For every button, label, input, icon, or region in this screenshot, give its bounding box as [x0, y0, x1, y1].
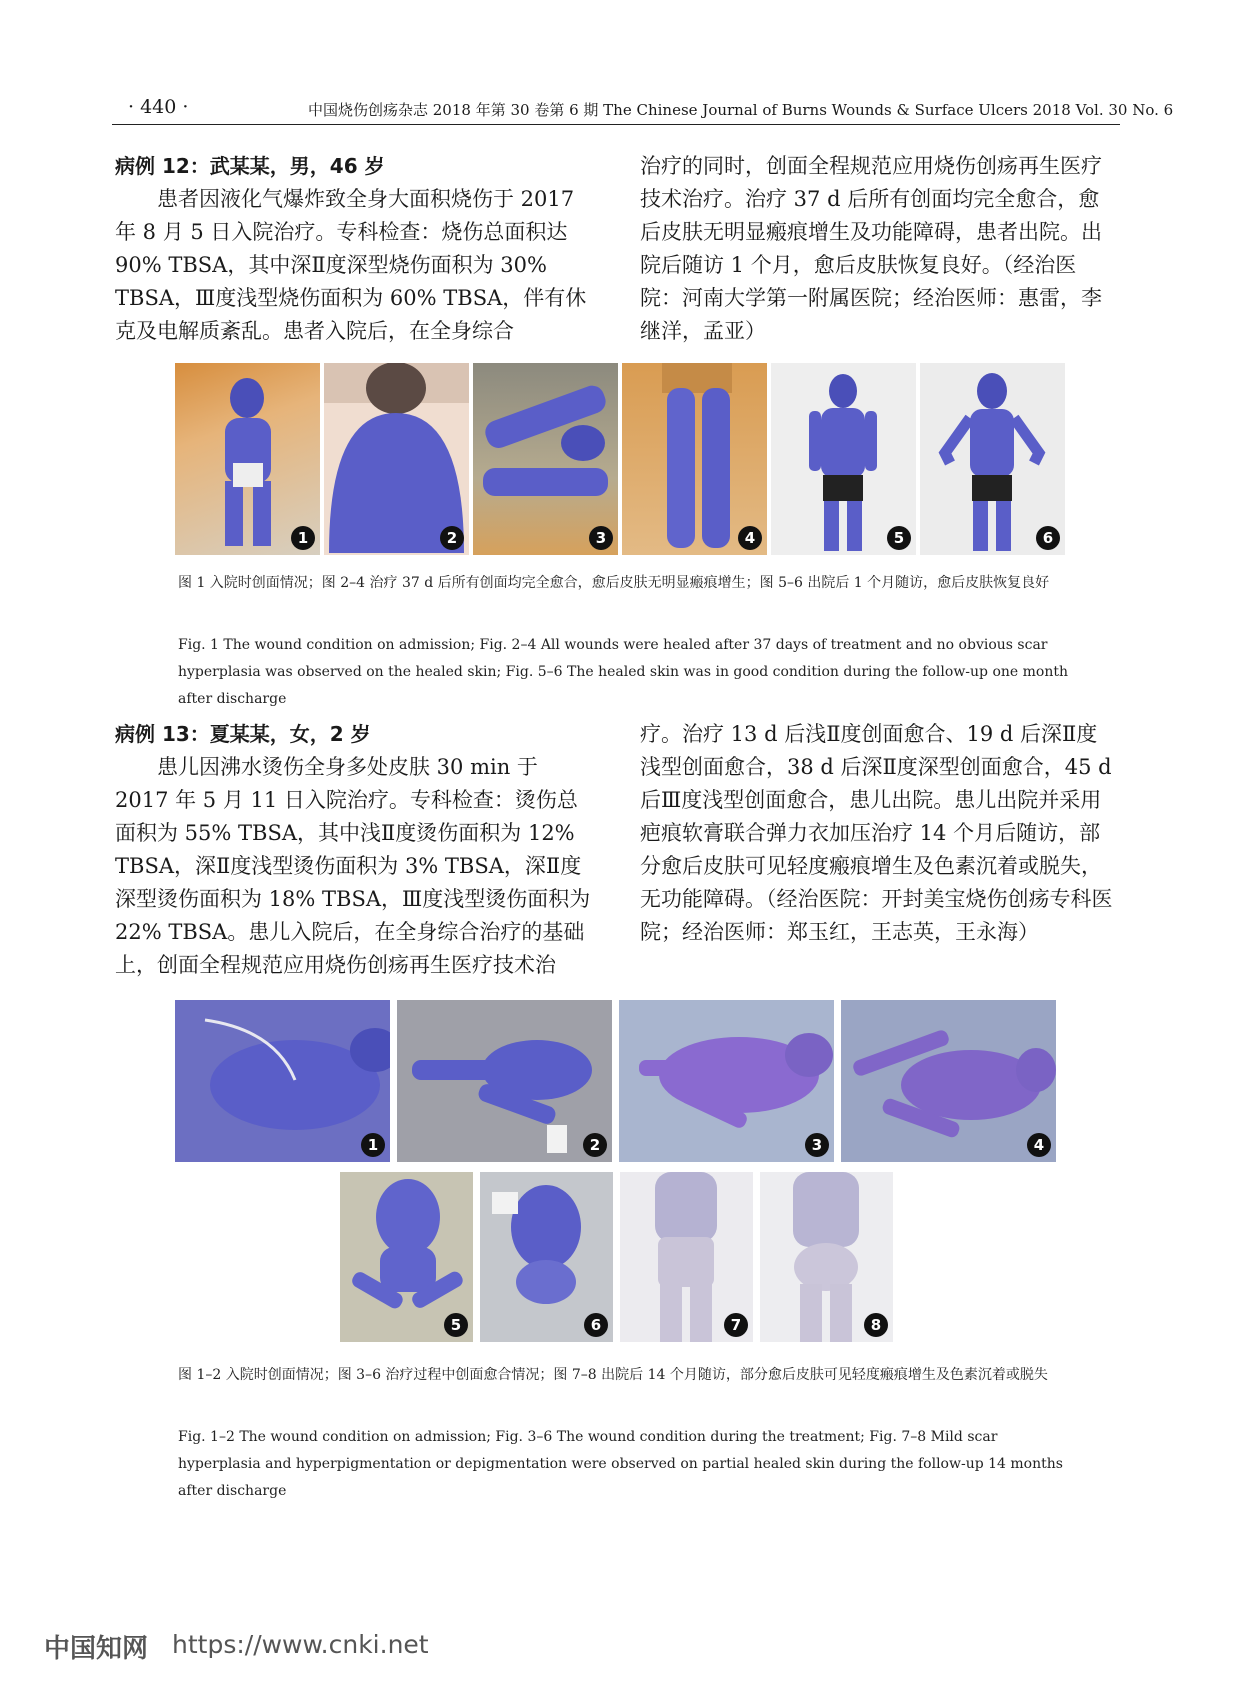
case12-left-column [115, 150, 593, 348]
photo-label: 1 [361, 1133, 385, 1157]
case13-caption-cn: 图 1–2 入院时创面情况；图 3–6 治疗过程中创面愈合情况；图 7–8 出院后 14 个月随访，部分愈后皮肤可见轻度瘢痕增生及色素沉着或脱失 [178, 1367, 1048, 1383]
case13-photo-4 [841, 1000, 1056, 1162]
case12-title: 病例 12：武某某，男，46 岁 [115, 154, 385, 178]
case12-photo-1 [175, 363, 320, 555]
photo-label: 5 [444, 1313, 468, 1337]
photo-label: 1 [291, 526, 315, 550]
cnki-logo: 中国知网 [44, 1634, 149, 1664]
photo-label: 8 [864, 1313, 888, 1337]
case13-left-column [115, 718, 593, 982]
photo-label: 3 [589, 526, 613, 550]
cnki-url-link[interactable]: https://www.cnki.net [172, 1630, 429, 1659]
case13-photo-1 [175, 1000, 390, 1162]
case13-photo-8 [760, 1172, 893, 1342]
photo-label: 3 [805, 1133, 829, 1157]
case12-caption-en: Fig. 1 The wound condition on admission; Fig. 2–4 All wounds were healed after 37 days of treatment and no obvious scar hyperplasia was observed on the healed skin; Fig. 5–6 The healed skin was in good condition during the follow-up one month after discharge [178, 637, 1069, 707]
header-rule [112, 124, 1120, 125]
case12-photo-2 [324, 363, 469, 555]
case13-right-text: 疗。治疗 13 d 后浅Ⅱ度创面愈合、19 d 后深Ⅱ度浅型创面愈合，38 d 后深Ⅱ度深型创面愈合，45 d 后Ⅲ度浅型创面愈合，患儿出院。患儿出院并采用疤痕软膏联合弹力衣加压治疗 14 个月后随访，部分愈后皮肤可见轻度瘢痕增生及色素沉着或脱失，无功能障碍。（经治医院：开封美宝烧伤创疡专科医院；经治医师：郑玉红，王志英，王永海） [640, 722, 1113, 944]
case12-figure [175, 363, 1065, 555]
case12-left-text: 患者因液化气爆炸致全身大面积烧伤于 2017 年 8 月 5 日入院治疗。专科检查：烧伤总面积达 90% TBSA，其中深Ⅱ度深型烧伤面积为 30% TBSA，Ⅲ度浅型烧伤面积为 60% TBSA，伴有休克及电解质紊乱。患者入院后，在全身综合 [115, 187, 587, 343]
case12-photo-5 [771, 363, 916, 555]
case13-photo-3 [619, 1000, 834, 1162]
case12-photo-6 [920, 363, 1065, 555]
case13-figure [175, 1000, 1060, 1350]
photo-label: 2 [440, 526, 464, 550]
case13-left-text: 患儿因沸水烫伤全身多处皮肤 30 min 于 2017 年 5 月 11 日入院治疗。专科检查：烫伤总面积为 55% TBSA，其中浅Ⅱ度烫伤面积为 12% TBSA，深Ⅱ度浅型烫伤面积为 3% TBSA，深Ⅱ度深型烫伤面积为 18% TBSA，Ⅲ度浅型烫伤面积为 22% TBSA。患儿入院后，在全身综合治疗的基础上，创面全程规范应用烧伤创疡再生医疗技术治 [115, 755, 591, 977]
case13-photo-7 [620, 1172, 753, 1342]
case13-caption-en: Fig. 1–2 The wound condition on admission; Fig. 3–6 The wound condition during the treatment; Fig. 7–8 Mild scar hyperplasia and hyperpigmentation or depigmentation were observed on partial healed skin during the follow-up 14 months after discharge [178, 1429, 1063, 1499]
case12-right-column [640, 150, 1118, 348]
child-on-gauze-icon [841, 1000, 1056, 1162]
photo-label: 6 [584, 1313, 608, 1337]
photo-label: 7 [724, 1313, 748, 1337]
case12-photo-4 [622, 363, 767, 555]
case13-photo-5 [340, 1172, 473, 1342]
case13-photo-6 [480, 1172, 613, 1342]
child-on-gauze-icon [619, 1000, 834, 1162]
case12-caption-cn: 图 1 入院时创面情况；图 2–4 治疗 37 d 后所有创面均完全愈合，愈后皮肤无明显瘢痕增生；图 5–6 出院后 1 个月随访，愈后皮肤恢复良好 [178, 575, 1050, 591]
photo-label: 5 [887, 526, 911, 550]
case13-photo-2 [397, 1000, 612, 1162]
case13-title: 病例 13：夏某某，女，2 岁 [115, 722, 371, 746]
photo-label: 4 [1027, 1133, 1051, 1157]
case12-photo-3 [473, 363, 618, 555]
case12-right-text: 治疗的同时，创面全程规范应用烧伤创疡再生医疗技术治疗。治疗 37 d 后所有创面均完全愈合，愈后皮肤无明显瘢痕增生及功能障碍，患者出院。出院后随访 1 个月，愈后皮肤恢复良好。（经治医院：河南大学第一附属医院；经治医师：惠雷，李继洋，孟亚） [640, 154, 1102, 343]
page-number: · 440 · [128, 96, 189, 118]
case13-right-column [640, 718, 1118, 949]
child-lying-icon [397, 1000, 612, 1162]
photo-label: 4 [738, 526, 762, 550]
photo-label: 2 [583, 1133, 607, 1157]
child-lying-icon [175, 1000, 390, 1162]
photo-label: 6 [1036, 526, 1060, 550]
journal-header: 中国烧伤创疡杂志 2018 年第 30 卷第 6 期 The Chinese Journal of Burns Wounds & Surface Ulcers 2018 Vol. 30 No. 6 [308, 101, 1174, 119]
